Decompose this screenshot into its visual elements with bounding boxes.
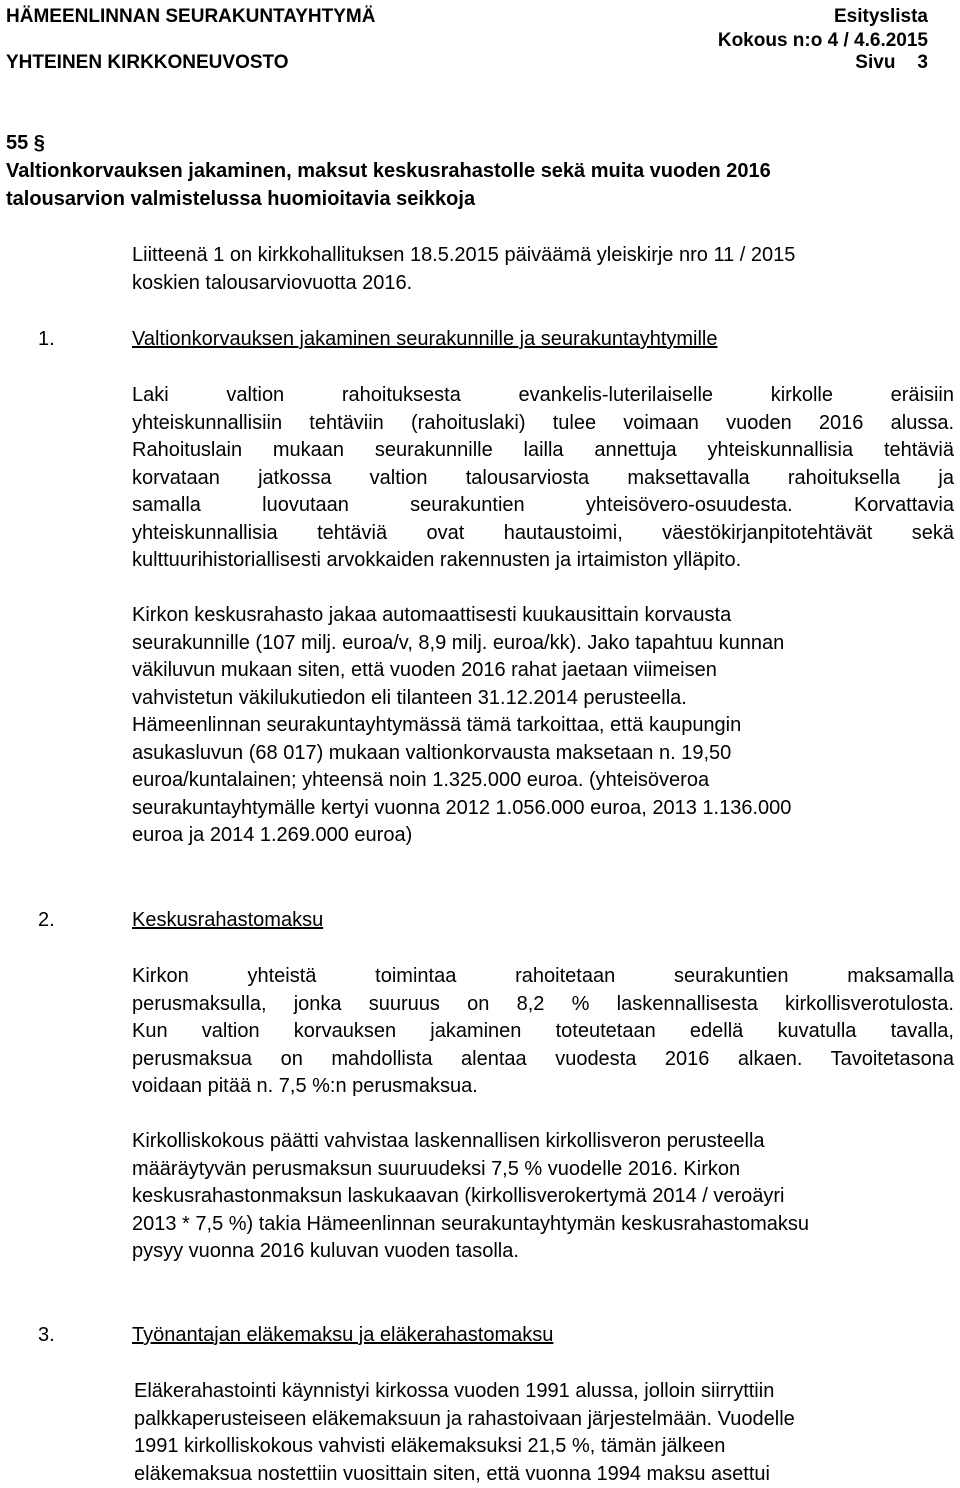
paragraph-line: 1991 kirkolliskokous vahvisti eläkemaksuksi 21,5 %, tämän jälkeen xyxy=(134,1435,726,1457)
paragraph-line: Kirkon yhteistä toimintaa rahoitetaan seurakuntien maksamalla xyxy=(132,965,954,987)
item-3-heading: Työnantajan eläkemaksu ja eläkerahastomaksu xyxy=(132,1324,554,1346)
paragraph-line: yhteiskunnallisiin tehtäviin (rahoituslaki) tulee voimaan vuoden 2016 alussa. xyxy=(132,411,954,434)
paragraph-line: palkkaperusteiseen eläkemaksuun ja rahastoivaan järjestelmään. Vuodelle xyxy=(134,1407,795,1430)
paragraph-line: Kirkolliskokous päätti vahvistaa laskennallisen kirkollisveron perusteella xyxy=(132,1130,765,1152)
paragraph-line: Kirkon keskusrahasto jakaa automaattisesti kuukausittain korvausta xyxy=(132,604,732,626)
item-1-number: 1. xyxy=(38,328,55,350)
item-2-paragraph-1 xyxy=(132,963,954,1101)
document-type: Esityslista xyxy=(834,6,928,27)
paragraph-line: euroa/kuntalainen; yhteensä noin 1.325.000 euroa. (yhteisöveroa xyxy=(132,769,710,791)
paragraph-line: Hämeenlinnan seurakuntayhtymässä tämä tarkoittaa, että kaupungin xyxy=(132,714,742,736)
paragraph-line: perusmaksua on mahdollista alentaa vuodesta 2016 alkaen. Tavoitetasona xyxy=(132,1047,954,1070)
item-1-paragraph-1 xyxy=(132,382,954,575)
item-2-paragraph-2 xyxy=(132,1128,809,1266)
attachment-line-2: koskien talousarviovuotta 2016. xyxy=(132,272,413,294)
council-name: YHTEINEN KIRKKONEUVOSTO xyxy=(6,52,289,73)
paragraph-line: euroa ja 2014 1.269.000 euroa) xyxy=(132,824,413,846)
paragraph-line: määräytyvän perusmaksun suuruudeksi 7,5 % vuodelle 2016. Kirkon xyxy=(132,1157,741,1180)
paragraph-line: eläkemaksua nostettiin vuosittain siten, että vuonna 1994 maksu asettui xyxy=(134,1462,770,1485)
section-title-line-1: Valtionkorvauksen jakaminen, maksut keskusrahastolle sekä muita vuoden 2016 xyxy=(6,160,771,182)
paragraph-line: Eläkerahastointi käynnistyi kirkossa vuoden 1991 alussa, jolloin siirryttiin xyxy=(134,1380,775,1402)
paragraph-line: korvataan jatkossa valtion talousarviosta maksettavalla rahoituksella ja xyxy=(132,466,954,489)
paragraph-line: kulttuurihistoriallisesti arvokkaiden rakennusten ja irtaimiston ylläpito. xyxy=(132,549,742,571)
organization-name: HÄMEENLINNAN SEURAKUNTAYHTYMÄ xyxy=(6,6,376,27)
section-title-line-2: talousarvion valmistelussa huomioitavia seikkoja xyxy=(6,188,476,210)
paragraph-line: keskusrahastonmaksun laskukaavan (kirkollisverokertymä 2014 / veroäyri xyxy=(132,1185,785,1207)
item-1-paragraph-2 xyxy=(132,602,791,850)
paragraph-line: 2013 * 7,5 %) takia Hämeenlinnan seurakuntayhtymän keskusrahastomaksu xyxy=(132,1212,810,1235)
paragraph-line: voidaan pitää n. 7,5 %:n perusmaksua. xyxy=(132,1075,478,1097)
page-indicator xyxy=(855,52,928,74)
paragraph-line: Kun valtion korvauksen jakaminen toteutetaan edellä kuvatulla tavalla, xyxy=(132,1020,954,1042)
page-number: 3 xyxy=(917,52,928,73)
item-3-number: 3. xyxy=(38,1324,55,1346)
attachment-line-1: Liitteenä 1 on kirkkohallituksen 18.5.2015 päiväämä yleiskirje nro 11 / 2015 xyxy=(132,244,796,266)
paragraph-line: yhteiskunnallisia tehtäviä ovat hautaustoimi, väestökirjanpitotehtävät sekä xyxy=(132,521,954,544)
paragraph-line: asukasluvun (68 017) mukaan valtionkorvausta maksetaan n. 19,50 xyxy=(132,741,732,764)
paragraph-line: Rahoituslain mukaan seurakunnille lailla annettuja yhteiskunnallisia tehtäviä xyxy=(132,439,954,461)
paragraph-line: samalla luovutaan seurakuntien yhteisövero-osuudesta. Korvattavia xyxy=(132,494,954,516)
item-2-number: 2. xyxy=(38,909,55,931)
meeting-info: Kokous n:o 4 / 4.6.2015 xyxy=(717,30,928,51)
section-number: 55 § xyxy=(6,132,45,154)
paragraph-line: vahvistetun väkilukutiedon eli tilanteen 31.12.2014 perusteella. xyxy=(132,686,687,709)
item-2-heading: Keskusrahastomaksu xyxy=(132,909,324,931)
paragraph-line: Laki valtion rahoituksesta evankelis-luterilaiselle kirkolle eräisiin xyxy=(132,384,954,406)
paragraph-line: pysyy vuonna 2016 kuluvan vuoden tasolla. xyxy=(132,1240,519,1262)
item-1-heading: Valtionkorvauksen jakaminen seurakunnille ja seurakuntayhtymille xyxy=(132,328,718,350)
paragraph-line: perusmaksulla, jonka suuruus on 8,2 % laskennallisesta kirkollisverotulosta. xyxy=(132,992,954,1015)
page-label: Sivu xyxy=(855,52,896,73)
item-3-paragraph-1 xyxy=(134,1378,795,1488)
paragraph-line: väkiluvun mukaan siten, että vuoden 2016 rahat jaetaan viimeisen xyxy=(132,659,717,681)
paragraph-line: seurakuntayhtymälle kertyi vuonna 2012 1.056.000 euroa, 2013 1.136.000 xyxy=(132,796,792,819)
paragraph-line: seurakunnille (107 milj. euroa/v, 8,9 milj. euroa/kk). Jako tapahtuu kunnan xyxy=(132,631,785,654)
